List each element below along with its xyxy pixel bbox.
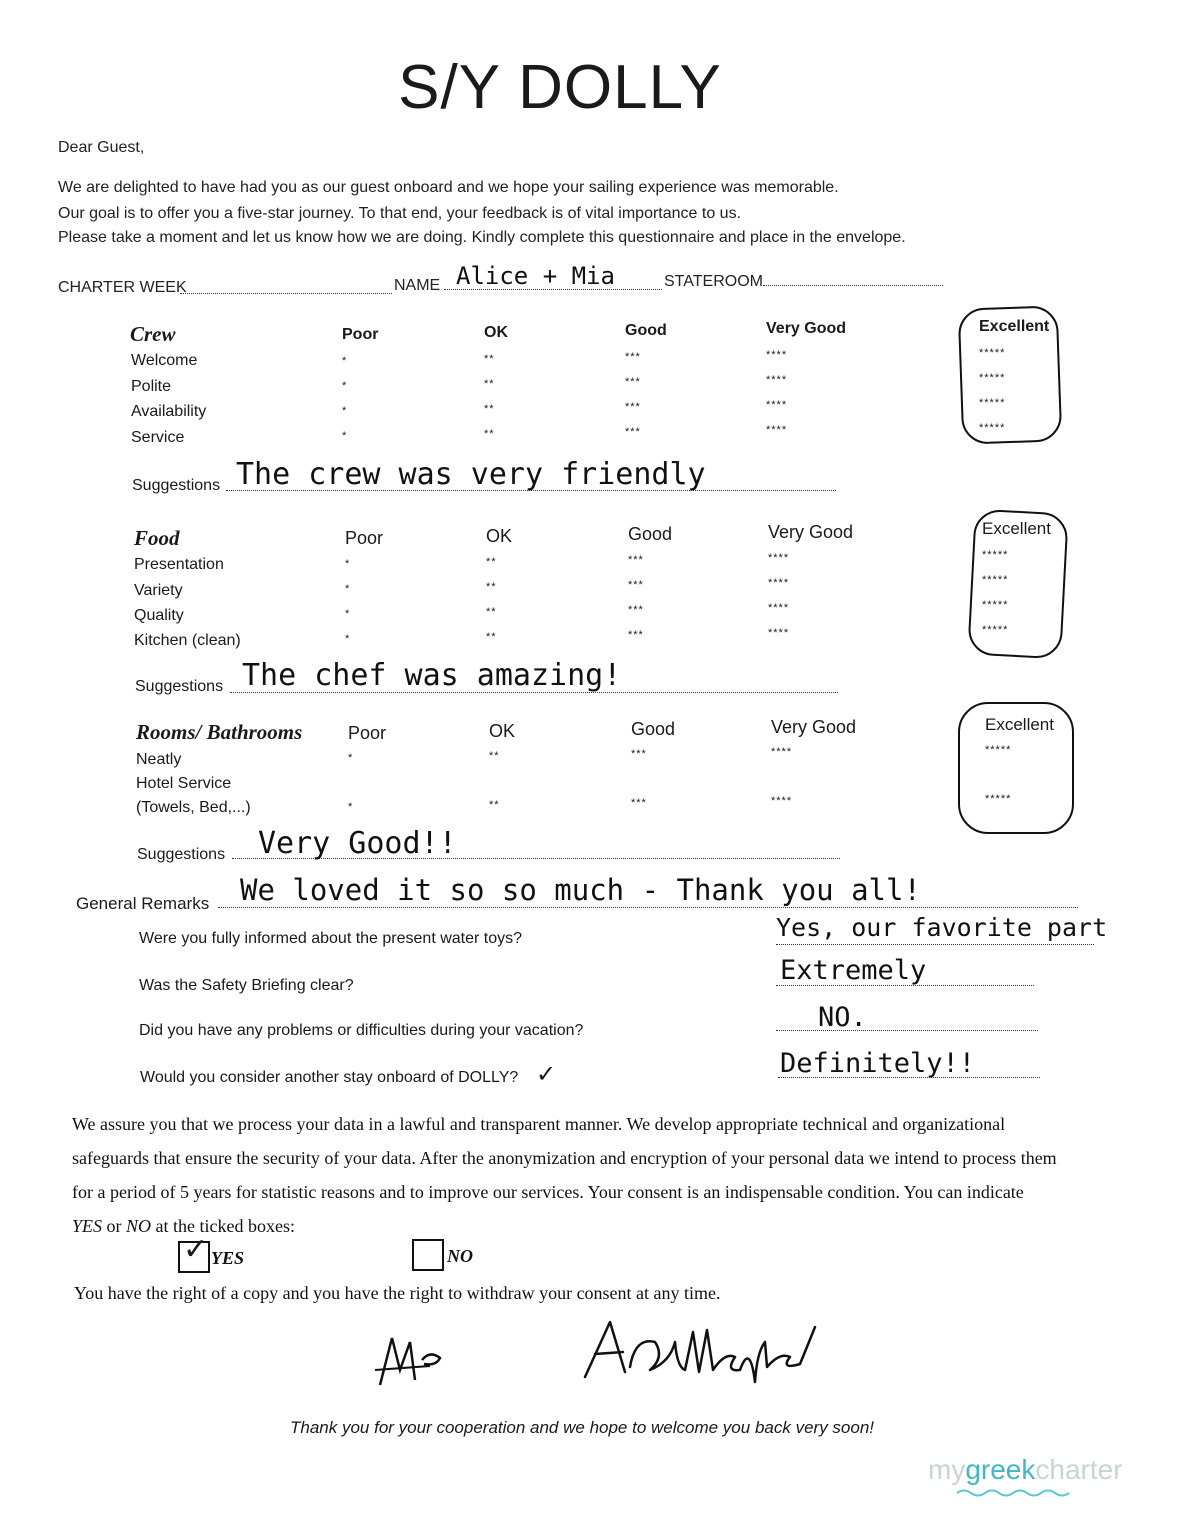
rooms-neatly-good[interactable]: *** bbox=[631, 748, 647, 760]
question-water-toys: Were you fully informed about the present water toys? bbox=[139, 930, 523, 947]
food-variety-very-good[interactable]: **** bbox=[768, 577, 790, 589]
intro-line-2: Our goal is to offer you a five-star journey. To that end, your feedback is of vital importance to us. bbox=[58, 205, 742, 222]
crew-item-availability: Availability bbox=[131, 403, 207, 420]
crew-item-welcome: Welcome bbox=[131, 352, 198, 369]
general-remarks-field[interactable]: We loved it so so much - Thank you all! bbox=[240, 873, 921, 907]
rooms-item-neatly: Neatly bbox=[136, 751, 182, 768]
food-item-kitchen: Kitchen (clean) bbox=[134, 632, 241, 649]
crew-item-service: Service bbox=[131, 429, 185, 446]
intro-line-3: Please take a moment and let us know how we are doing. Kindly complete this questionnaire and place in the envelope. bbox=[58, 229, 906, 246]
greeting: Dear Guest, bbox=[58, 139, 145, 156]
crew-section-title: Crew bbox=[130, 322, 176, 346]
food-presentation-excellent[interactable]: ***** bbox=[982, 549, 1009, 561]
answer-water-toys-line bbox=[776, 944, 1094, 945]
rooms-neatly-ok[interactable]: ** bbox=[489, 750, 500, 762]
crew-welcome-poor[interactable]: * bbox=[342, 355, 348, 367]
rooms-hotel-poor[interactable]: * bbox=[348, 801, 354, 813]
signature-mia bbox=[370, 1330, 450, 1390]
crew-suggestions-label: Suggestions bbox=[132, 477, 221, 494]
stateroom-label: STATEROOM bbox=[664, 273, 763, 290]
rooms-item-hotel-service: Hotel Service bbox=[136, 775, 232, 792]
watermark-mid: greek bbox=[965, 1454, 1036, 1485]
consent-line-2: safeguards that ensure the security of your data. After the anonymization and encryption of your personal data we intend to process them bbox=[72, 1148, 1057, 1168]
general-remarks-label: General Remarks bbox=[76, 894, 210, 913]
crew-availability-ok[interactable]: ** bbox=[484, 403, 495, 415]
food-presentation-good[interactable]: *** bbox=[628, 554, 644, 566]
crew-service-excellent[interactable]: ***** bbox=[979, 422, 1006, 434]
consent-rights: You have the right of a copy and you have the right to withdraw your consent at any time. bbox=[74, 1283, 721, 1303]
general-remarks-line bbox=[218, 907, 1078, 908]
food-kitchen-good[interactable]: *** bbox=[628, 629, 644, 641]
consent-no-label: NO bbox=[447, 1246, 473, 1266]
consent-line-3: for a period of 5 years for statistic reasons and to improve our services. Your consent is an indispensable condition. You can indicate bbox=[72, 1182, 1024, 1202]
crew-availability-excellent[interactable]: ***** bbox=[979, 397, 1006, 409]
food-quality-excellent[interactable]: ***** bbox=[982, 599, 1009, 611]
food-presentation-ok[interactable]: ** bbox=[486, 556, 497, 568]
answer-problems-line bbox=[776, 1030, 1038, 1031]
food-variety-ok[interactable]: ** bbox=[486, 581, 497, 593]
rooms-hotel-excellent[interactable]: ***** bbox=[985, 793, 1012, 805]
rooms-hotel-good[interactable]: *** bbox=[631, 797, 647, 809]
crew-service-very-good[interactable]: **** bbox=[766, 424, 788, 436]
question-another-stay: Would you consider another stay onboard of DOLLY? bbox=[140, 1069, 519, 1086]
answer-another-stay-field[interactable]: Definitely!! bbox=[780, 1048, 976, 1079]
rooms-neatly-excellent[interactable]: ***** bbox=[985, 744, 1012, 756]
rooms-hotel-very-good[interactable]: **** bbox=[771, 795, 793, 807]
food-col-ok: OK bbox=[486, 526, 513, 546]
signature-gallagher bbox=[575, 1312, 825, 1392]
crew-welcome-ok[interactable]: ** bbox=[484, 353, 495, 365]
food-variety-excellent[interactable]: ***** bbox=[982, 574, 1009, 586]
food-section-title: Food bbox=[134, 526, 180, 550]
food-col-poor: Poor bbox=[345, 528, 384, 548]
crew-availability-very-good[interactable]: **** bbox=[766, 399, 788, 411]
charter-week-label: CHARTER WEEK bbox=[58, 279, 187, 296]
consent-yes-word: YES bbox=[72, 1216, 103, 1236]
rooms-col-poor: Poor bbox=[348, 723, 387, 743]
food-quality-ok[interactable]: ** bbox=[486, 606, 497, 618]
watermark-wave-icon bbox=[955, 1488, 1073, 1498]
food-kitchen-very-good[interactable]: **** bbox=[768, 627, 790, 639]
crew-col-very-good: Very Good bbox=[766, 320, 847, 337]
food-variety-poor[interactable]: * bbox=[345, 583, 351, 595]
answer-water-toys-field[interactable]: Yes, our favorite part bbox=[776, 913, 1108, 942]
food-kitchen-ok[interactable]: ** bbox=[486, 631, 497, 643]
intro-line-1: We are delighted to have had you as our guest onboard and we hope your sailing experience was memorable. bbox=[58, 179, 839, 196]
rooms-suggestions-field[interactable]: Very Good!! bbox=[258, 826, 457, 861]
crew-polite-poor[interactable]: * bbox=[342, 380, 348, 392]
crew-availability-poor[interactable]: * bbox=[342, 405, 348, 417]
food-item-quality: Quality bbox=[134, 607, 184, 624]
question-safety-briefing: Was the Safety Briefing clear? bbox=[139, 977, 354, 994]
rooms-item-towels-bed: (Towels, Bed,...) bbox=[136, 799, 251, 816]
crew-availability-good[interactable]: *** bbox=[625, 401, 641, 413]
footer-thank-you: Thank you for your cooperation and we hope to welcome you back very soon! bbox=[290, 1418, 875, 1437]
food-kitchen-excellent[interactable]: ***** bbox=[982, 624, 1009, 636]
name-field-value[interactable]: Alice + Mia bbox=[456, 262, 615, 290]
food-col-good: Good bbox=[628, 524, 673, 544]
consent-no-checkbox[interactable] bbox=[412, 1239, 444, 1271]
crew-polite-very-good[interactable]: **** bbox=[766, 374, 788, 386]
food-suggestions-field[interactable]: The chef was amazing! bbox=[242, 658, 622, 693]
consent-no-word: NO bbox=[126, 1216, 152, 1236]
rooms-excellent-circle-mark bbox=[958, 702, 1074, 834]
rooms-col-very-good: Very Good bbox=[771, 717, 857, 737]
crew-col-excellent: Excellent bbox=[979, 318, 1050, 335]
crew-service-ok[interactable]: ** bbox=[484, 428, 495, 440]
crew-polite-good[interactable]: *** bbox=[625, 376, 641, 388]
rooms-col-ok: OK bbox=[489, 721, 516, 741]
consent-yes-checkmark-icon: ✓ bbox=[183, 1233, 209, 1266]
rooms-neatly-very-good[interactable]: **** bbox=[771, 746, 793, 758]
crew-service-poor[interactable]: * bbox=[342, 430, 348, 442]
rooms-hotel-ok[interactable]: ** bbox=[489, 799, 500, 811]
food-quality-very-good[interactable]: **** bbox=[768, 602, 790, 614]
consent-or-word: or bbox=[106, 1216, 122, 1236]
crew-item-polite: Polite bbox=[131, 378, 172, 395]
name-label: NAME bbox=[394, 277, 441, 294]
answer-safety-field[interactable]: Extremely bbox=[780, 955, 927, 986]
consent-tail: at the ticked boxes: bbox=[155, 1216, 295, 1236]
food-item-variety: Variety bbox=[134, 582, 183, 599]
food-col-excellent: Excellent bbox=[982, 519, 1051, 538]
consent-yes-label: YES bbox=[211, 1248, 245, 1268]
watermark-post: charter bbox=[1035, 1454, 1123, 1485]
stateroom-field[interactable] bbox=[763, 285, 943, 286]
rooms-section-title: Rooms/ Bathrooms bbox=[136, 720, 303, 744]
crew-col-poor: Poor bbox=[342, 326, 379, 343]
food-presentation-very-good[interactable]: **** bbox=[768, 552, 790, 564]
crew-col-good: Good bbox=[625, 322, 667, 339]
rooms-neatly-poor[interactable]: * bbox=[348, 752, 354, 764]
question-problems: Did you have any problems or difficulties during your vacation? bbox=[139, 1022, 584, 1039]
rooms-col-good: Good bbox=[631, 719, 676, 739]
watermark-pre: my bbox=[928, 1454, 966, 1485]
consent-line-1: We assure you that we process your data in a lawful and transparent manner. We develop appropriate technical and organizational bbox=[72, 1114, 1006, 1134]
crew-col-ok: OK bbox=[484, 324, 508, 341]
food-item-presentation: Presentation bbox=[134, 556, 224, 573]
rooms-col-excellent: Excellent bbox=[985, 715, 1054, 734]
answer-problems-field[interactable]: NO. bbox=[818, 1002, 867, 1033]
crew-welcome-good[interactable]: *** bbox=[625, 351, 641, 363]
crew-welcome-very-good[interactable]: **** bbox=[766, 349, 788, 361]
crew-polite-ok[interactable]: ** bbox=[484, 378, 495, 390]
checkmark-icon: ✓ bbox=[536, 1061, 557, 1088]
crew-excellent-circle-mark bbox=[958, 305, 1063, 444]
food-suggestions-label: Suggestions bbox=[135, 678, 224, 695]
crew-suggestions-field[interactable]: The crew was very friendly bbox=[236, 457, 706, 492]
document-title: S/Y DOLLY bbox=[398, 53, 722, 122]
food-quality-poor[interactable]: * bbox=[345, 608, 351, 620]
crew-polite-excellent[interactable]: ***** bbox=[979, 372, 1006, 384]
food-variety-good[interactable]: *** bbox=[628, 579, 644, 591]
food-kitchen-poor[interactable]: * bbox=[345, 633, 351, 645]
watermark-logo bbox=[928, 1454, 1123, 1486]
food-quality-good[interactable]: *** bbox=[628, 604, 644, 616]
crew-welcome-excellent[interactable]: ***** bbox=[979, 347, 1006, 359]
charter-week-field[interactable] bbox=[180, 293, 392, 294]
rooms-suggestions-label: Suggestions bbox=[137, 846, 226, 863]
food-col-very-good: Very Good bbox=[768, 522, 854, 542]
crew-service-good[interactable]: *** bbox=[625, 426, 641, 438]
food-presentation-poor[interactable]: * bbox=[345, 558, 351, 570]
